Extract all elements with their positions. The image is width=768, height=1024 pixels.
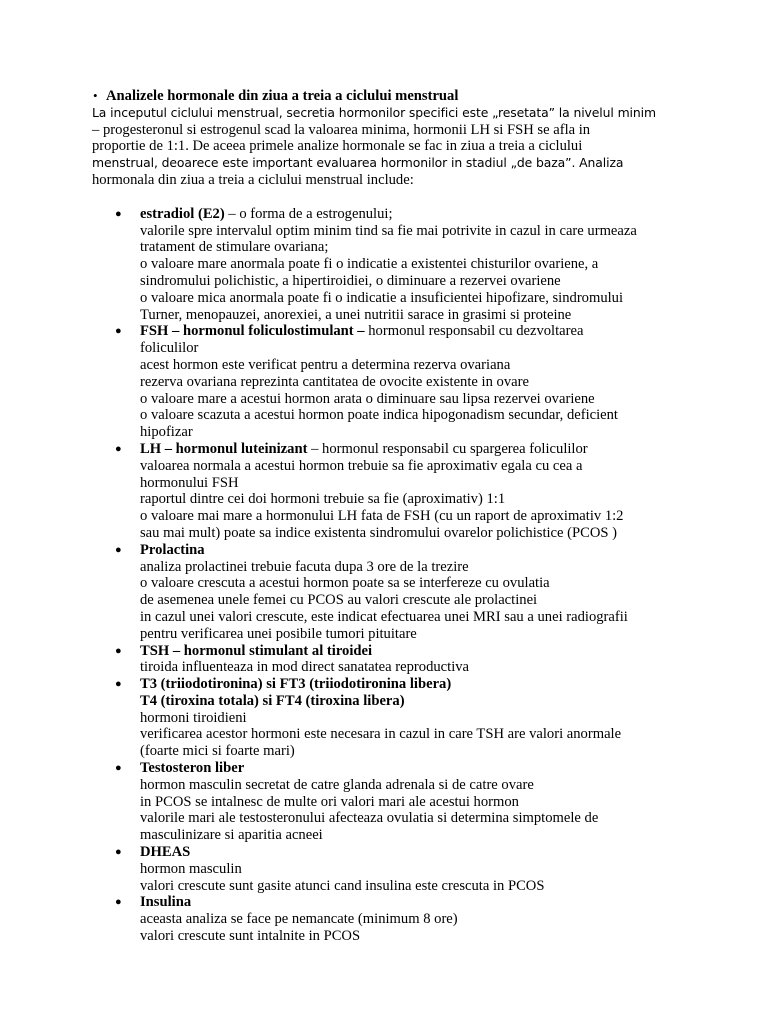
bullet-icon: ●	[115, 325, 122, 338]
list-item	[115, 760, 692, 844]
list-item-line: hormon masculin secretat de catre glanda adrenala si de catre ovare	[140, 776, 534, 793]
list-item-title	[140, 323, 692, 340]
list-item-line: aceasta analiza se face pe nemancate (minimum 8 ore)	[140, 911, 458, 928]
list-item-title	[140, 676, 692, 693]
list-item-line: o valoare mare anormala poate fi o indicatie a existentei chisturilor ovariene, a	[140, 256, 599, 273]
list-item-title-bold: FSH – hormonul foliculostimulant –	[140, 323, 365, 340]
list-item-title-bold: T3 (triiodotironina) si FT3 (triiodotironina libera)	[140, 676, 452, 693]
list-item	[115, 440, 692, 542]
intro-line: La inceputul ciclului menstrual, secretia hormonilor specifici este „resetata” la nivelul minim	[92, 104, 656, 120]
list-item-line: de asemenea unele femei cu PCOS au valori crescute ale prolactinei	[140, 592, 538, 609]
list-item	[115, 323, 692, 441]
list-item	[115, 205, 692, 324]
list-item-title	[140, 844, 692, 861]
list-item	[115, 642, 692, 677]
intro-line: proportie de 1:1. De aceea primele analize hormonale se fac in ziua a treia a ciclului	[92, 138, 583, 155]
list-item-line: hormoni tiroidieni	[140, 709, 247, 726]
list-item-line: tratament de stimulare ovariana;	[140, 239, 329, 256]
list-item-title-bold: Prolactina	[140, 541, 205, 558]
list-item-line: in PCOS se intalnesc de multe ori valori mari ale acestui hormon	[140, 793, 519, 810]
list-item-title-line: T4 (tiroxina totala) si FT4 (tiroxina libera)	[140, 692, 405, 709]
list-item-line: sau mai mult) poate sa indice existenta sindromului ovarelor polichistice (PCOS )	[140, 524, 618, 541]
list-item-line: tiroida influenteaza in mod direct sanatatea reproductiva	[140, 659, 470, 676]
list-item-title-bold: DHEAS	[140, 844, 191, 861]
list-item-title-bold: Testosteron liber	[140, 760, 245, 777]
list-item-line: o valoare mica anormala poate fi o indicatie a insuficientei hipofizare, sindromului	[140, 289, 624, 306]
list-item-line: valori crescute sunt intalnite in PCOS	[140, 928, 361, 945]
list-item-line: masculinizare si aparitia acneei	[140, 827, 323, 844]
section-heading-row	[93, 88, 692, 105]
list-item-line: sindromului polichistic, a hipertiroidiei, o diminuare a rezervei ovariene	[140, 272, 561, 289]
list-item-line: valori crescute sunt gasite atunci cand insulina este crescuta in PCOS	[140, 877, 545, 894]
bullet-icon: ●	[115, 207, 122, 220]
list-item-line: foliculilor	[140, 340, 199, 357]
list-item-title-bold: Insulina	[140, 894, 192, 911]
bullet-icon: •	[93, 88, 98, 103]
list-item-line: verificarea acestor hormoni este necesara in cazul in care TSH are valori anormale	[140, 726, 622, 743]
list-item-title	[140, 894, 692, 911]
list-item-title-rest: – o forma de a estrogenului;	[224, 205, 393, 222]
bullet-icon: ●	[115, 678, 122, 691]
intro-line: – progesteronul si estrogenul scad la valoarea minima, hormonii LH si FSH se afla in	[92, 121, 591, 138]
list-item-line: analiza prolactinei trebuie facuta dupa 3 ore de la trezire	[140, 558, 469, 575]
list-item-line: rezerva ovariana reprezinta cantitatea de ovocite existente in ovare	[140, 373, 529, 390]
list-item-line: o valoare mai mare a hormonului LH fata de FSH (cu un raport de aproximativ 1:2	[140, 508, 624, 525]
list-item-title	[140, 760, 692, 777]
bullet-icon: ●	[115, 896, 122, 909]
list-item	[115, 894, 692, 945]
list-item-line: valorile spre intervalul optim minim tind sa fie mai potrivite in cazul in care urmeaza	[140, 222, 637, 239]
list-item-title-bold: estradiol (E2)	[140, 205, 225, 222]
document-body	[92, 88, 692, 945]
list-item-title-bold: TSH – hormonul stimulant al tiroidei	[140, 642, 373, 659]
intro-paragraph	[92, 105, 692, 189]
list-item-line: o valoare crescuta a acestui hormon poate sa se interfereze cu ovulatia	[140, 575, 550, 592]
bullet-icon: ●	[115, 442, 122, 455]
list-item-title	[140, 542, 692, 559]
list-item-line: Turner, menopauzei, anorexiei, a unei nutritii sarace in grasimi si proteine	[140, 306, 572, 323]
list-item-title-rest: hormonul responsabil cu dezvoltarea	[364, 323, 584, 340]
list-item-line: valorile mari ale testosteronului afecteaza ovulatia si determina simptomele de	[140, 810, 599, 827]
intro-line: menstrual, deoarece este important evaluarea hormonilor in stadiul „de baza”. Analiza	[92, 155, 624, 171]
list-item-line: (foarte mici si foarte mari)	[140, 743, 295, 760]
list-item-title	[140, 206, 692, 223]
list-item-line: hormon masculin	[140, 860, 242, 877]
list-item-line: pentru verificarea unei posibile tumori pituitare	[140, 625, 417, 642]
list-item-line: raportul dintre cei doi hormoni trebuie sa fie (aproximativ) 1:1	[140, 491, 506, 508]
list-item	[115, 541, 692, 643]
list-item-line: acest hormon este verificat pentru a determina rezerva ovariana	[140, 356, 511, 373]
list-item-title	[140, 441, 692, 458]
list-item-line: in cazul unei valori crescute, este indicat efectuarea unei MRI sau a unei radiografii	[140, 608, 628, 625]
list-item-line: hormonului FSH	[140, 474, 239, 491]
bullet-icon: ●	[115, 543, 122, 556]
list-item	[115, 676, 692, 760]
list-item	[115, 844, 692, 894]
list-item-line: valoarea normala a acestui hormon trebuie sa fie aproximativ egala cu cea a	[140, 457, 583, 474]
list-item-line: o valoare scazuta a acestui hormon poate indica hipogonadism secundar, deficient	[140, 407, 618, 424]
bullet-icon: ●	[115, 644, 122, 657]
list-item-line: hipofizar	[140, 424, 193, 441]
list-item-title-bold: LH – hormonul luteinizant	[140, 440, 308, 457]
intro-line: hormonala din ziua a treia a ciclului menstrual include:	[92, 171, 414, 188]
list-item-title-rest: – hormonul responsabil cu spargerea foliculilor	[307, 440, 588, 457]
bullet-icon: ●	[115, 762, 122, 775]
list-item-line: o valoare mare a acestui hormon arata o diminuare sau lipsa rezervei ovariene	[140, 390, 595, 407]
hormone-list	[92, 206, 692, 945]
list-item-title	[140, 643, 692, 660]
section-heading: Analizele hormonale din ziua a treia a ciclului menstrual	[106, 88, 459, 104]
bullet-icon: ●	[115, 846, 122, 859]
